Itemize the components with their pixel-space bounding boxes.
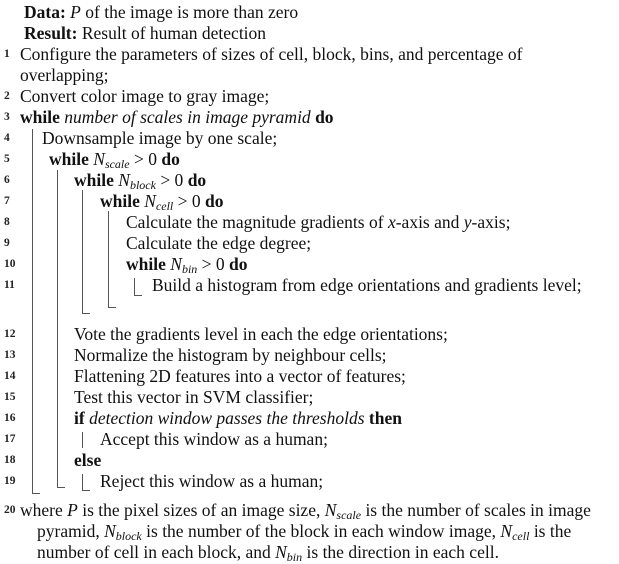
line-number: 9 [4,237,10,249]
line-number: 15 [4,391,16,403]
text: is the pixel sizes of an image size, [77,500,325,520]
block-rule-while-bin-end [134,295,142,296]
var-n: N [170,254,182,274]
subscript: block [129,178,156,192]
block-rule-while-cell-end [108,307,116,308]
subscript: block [115,529,142,543]
comparison: > 0 [197,254,230,274]
algo-line-20-cont-2 [37,542,499,563]
block-rule-else [82,474,83,490]
block-rule-while-scale [57,170,58,487]
line-number: 8 [4,216,10,228]
keyword-do: do [161,149,180,169]
algo-line-1: Configure the parameters of sizes of cell, block, bins, and percentage of [20,44,523,64]
text: -axis and [395,212,464,232]
algo-line-20-cont-1 [37,521,571,542]
algo-line-2: Convert color image to gray image; [20,86,270,106]
text: -axis; [471,212,511,232]
algo-line-17: Accept this window as a human; [100,429,328,449]
algo-line-13: Normalize the histogram by neighbour cells; [74,345,387,365]
subscript: cell [512,529,530,543]
block-rule-if [82,432,83,448]
block-rule-while-scale-end [57,487,65,488]
algo-line-15: Test this vector in SVM classifier; [74,387,314,407]
comparison: > 0 [129,149,162,169]
text: number of cell in each block, and [37,542,276,562]
line-number: 12 [4,328,16,340]
keyword-else: else [74,450,102,470]
block-rule-outer-while [32,129,33,493]
algo-line-3 [20,107,334,128]
algo-line-6 [74,170,206,191]
algo-line-16 [74,408,402,429]
block-rule-while-cell [108,211,109,307]
line-number: 6 [4,174,10,186]
var-x: x [387,212,396,232]
data-label: Data: [24,2,66,22]
comparison: > 0 [155,170,188,190]
algo-line-8 [126,212,510,233]
comparison: > 0 [173,191,206,211]
keyword-while: while [126,254,166,274]
text: is the [529,521,572,541]
line-number: 16 [4,412,16,424]
text: is the direction in each cell. [302,542,499,562]
var-p: P [67,500,78,520]
keyword-do: do [187,170,207,190]
line-number: 11 [4,279,15,291]
var-n: N [104,521,116,541]
text: Calculate the magnitude gradients of [126,212,388,232]
subscript: cell [155,199,174,213]
line-number: 5 [4,153,10,165]
algo-line-10 [126,254,248,275]
keyword-if: if [74,408,85,428]
var-n: N [118,170,130,190]
keyword-while: while [74,170,114,190]
var-n: N [93,149,105,169]
keyword-while: while [100,191,140,211]
algo-line-9: Calculate the edge degree; [126,233,312,253]
data-line [24,2,298,23]
text: where [20,500,68,520]
var-n: N [275,542,287,562]
algo-line-4: Downsample image by one scale; [42,128,278,148]
line-number: 19 [4,475,16,487]
algo-line-19: Reject this window as a human; [100,471,324,491]
text: is the number of the block in each window image, [141,521,501,541]
block-rule-while-bin [134,278,135,295]
keyword-while: while [49,149,89,169]
line-number: 17 [4,433,16,445]
algo-line-14: Flattening 2D features into a vector of features; [74,366,406,386]
block-rule-outer-while-end [32,493,40,494]
line-number: 18 [4,454,16,466]
block-rule-while-block-end [82,313,90,314]
line-number: 4 [4,132,10,144]
algo-line-11: Build a histogram from edge orientations and gradients level; [152,275,582,295]
line-number: 14 [4,370,16,382]
text: is the number of scales in image [361,500,591,520]
subscript: bin [181,262,198,276]
while-condition: number of scales in image pyramid [64,107,311,127]
text: pyramid, [37,521,105,541]
line-number: 3 [4,111,10,123]
line-number: 20 [4,504,16,516]
result-text: Result of human detection [77,23,267,43]
algo-line-12: Vote the gradients level in each the edge orientations; [74,324,448,344]
var-y: y [463,212,472,232]
block-rule-else-end [82,490,90,491]
keyword-while: while [20,107,60,127]
subscript: bin [286,550,303,564]
line-number: 13 [4,349,16,361]
keyword-do: do [315,107,334,127]
result-line [24,23,266,44]
subscript: scale [104,157,130,171]
var-n: N [324,500,337,520]
keyword-then: then [368,408,402,428]
data-text: of the image is more than zero [80,2,299,22]
line-number: 7 [4,195,10,207]
algo-line-1-cont: overlapping; [20,65,109,85]
line-number: 1 [4,48,10,60]
line-number: 10 [4,258,16,270]
result-label: Result: [24,23,78,43]
if-condition: detection window passes the thresholds [89,408,365,428]
keyword-do: do [229,254,248,274]
data-var-p: P [70,2,81,22]
algo-line-20 [20,500,591,521]
var-n: N [144,191,156,211]
block-rule-while-block [82,190,83,313]
algo-line-5 [49,149,180,170]
var-n: N [500,521,513,541]
algo-line-7 [100,191,224,212]
line-number: 2 [4,90,10,102]
subscript: scale [336,508,362,522]
keyword-do: do [205,191,224,211]
